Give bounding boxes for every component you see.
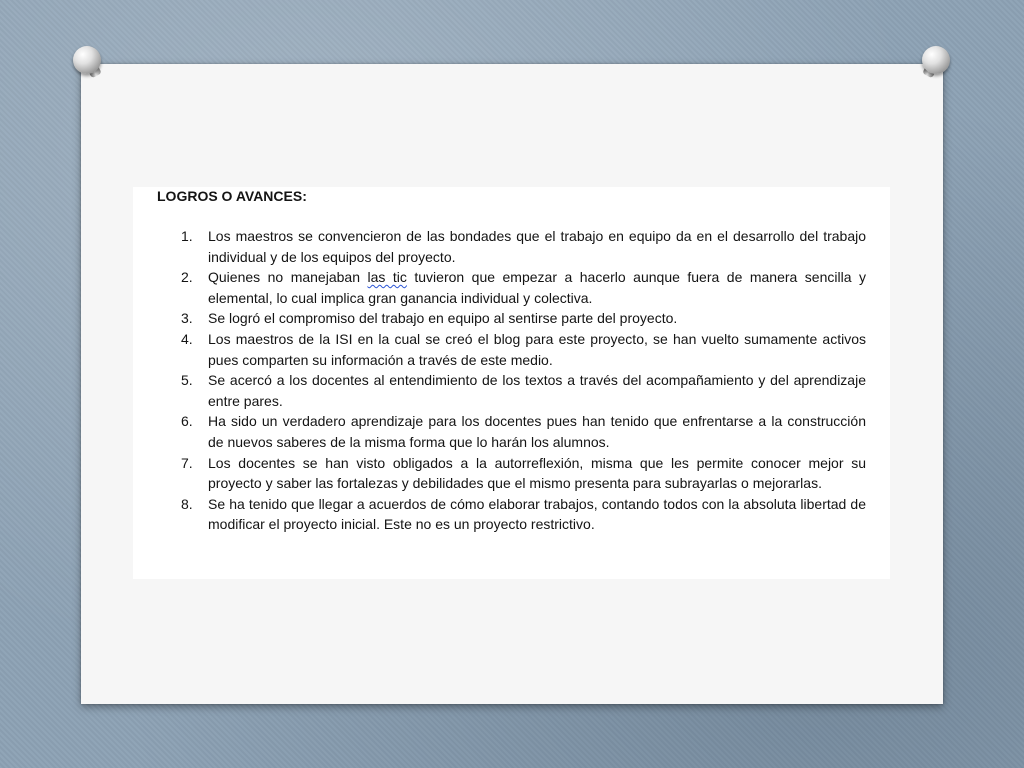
item-text: Se logró el compromiso del trabajo en equipo al sentirse parte del proyecto.: [208, 310, 678, 327]
item-number: 4.: [181, 330, 193, 347]
list-item: [157, 226, 866, 267]
pin-head: [922, 46, 950, 74]
list-item: [157, 411, 866, 452]
item-number: 2.: [181, 269, 193, 286]
item-number: 1.: [181, 228, 193, 244]
left-pushpin-icon: [70, 44, 104, 78]
item-text-end: tuvieron que empezar a hacerlo aunque fuera de manera sencilla y elemental, lo cual implica gran ganancia individual y colectiva.: [208, 269, 866, 306]
item-number: 3.: [181, 310, 193, 327]
item-number: 7.: [181, 454, 193, 471]
item-text: Se acercó a los docentes al entendimiento de los textos a través del acompañamiento y del aprendizaje entre pares.: [208, 372, 866, 409]
item-number: 5.: [181, 372, 193, 389]
pin-head: [73, 46, 101, 74]
document-heading: LOGROS O AVANCES:: [157, 188, 307, 204]
list-item: [157, 308, 866, 329]
right-pushpin-icon: [919, 44, 953, 78]
list-item: [157, 494, 866, 535]
list-item: [157, 267, 866, 308]
list-item: [157, 453, 866, 494]
list-item: [157, 329, 866, 370]
list-item: [157, 370, 866, 411]
item-text-start: Quienes no manejaban: [208, 269, 368, 286]
item-text: Los docentes se han visto obligados a la autorreflexión, misma que les permite conocer mejor su proyecto y saber las fortalezas y debilidades que el mismo presenta para subrayarlas o mejorarlas.: [208, 454, 866, 492]
achievements-list: [157, 226, 866, 535]
item-number: 6.: [181, 413, 193, 430]
spellcheck-flagged-text: las tic: [367, 269, 407, 286]
item-text: Los maestros de la ISI en la cual se creó el blog para este proyecto, se han vuelto sumamente activos pues comparten su información a través de este medio.: [208, 330, 866, 368]
item-text: Se ha tenido que llegar a acuerdos de cómo elaborar trabajos, contando todos con la absoluta libertad de modificar el proyecto inicial. Este no es un proyecto restrictivo.: [208, 495, 866, 533]
pasted-document-image: [133, 187, 890, 579]
item-text: Los maestros se convencieron de las bondades que el trabajo en equipo da en el desarrollo del trabajo individual y de los equipos del proyecto.: [208, 228, 866, 265]
item-text: Ha sido un verdadero aprendizaje para los docentes pues han tenido que enfrentarse a la construcción de nuevos saberes de la misma forma que lo harán los alumnos.: [208, 413, 866, 450]
item-number: 8.: [181, 495, 193, 512]
